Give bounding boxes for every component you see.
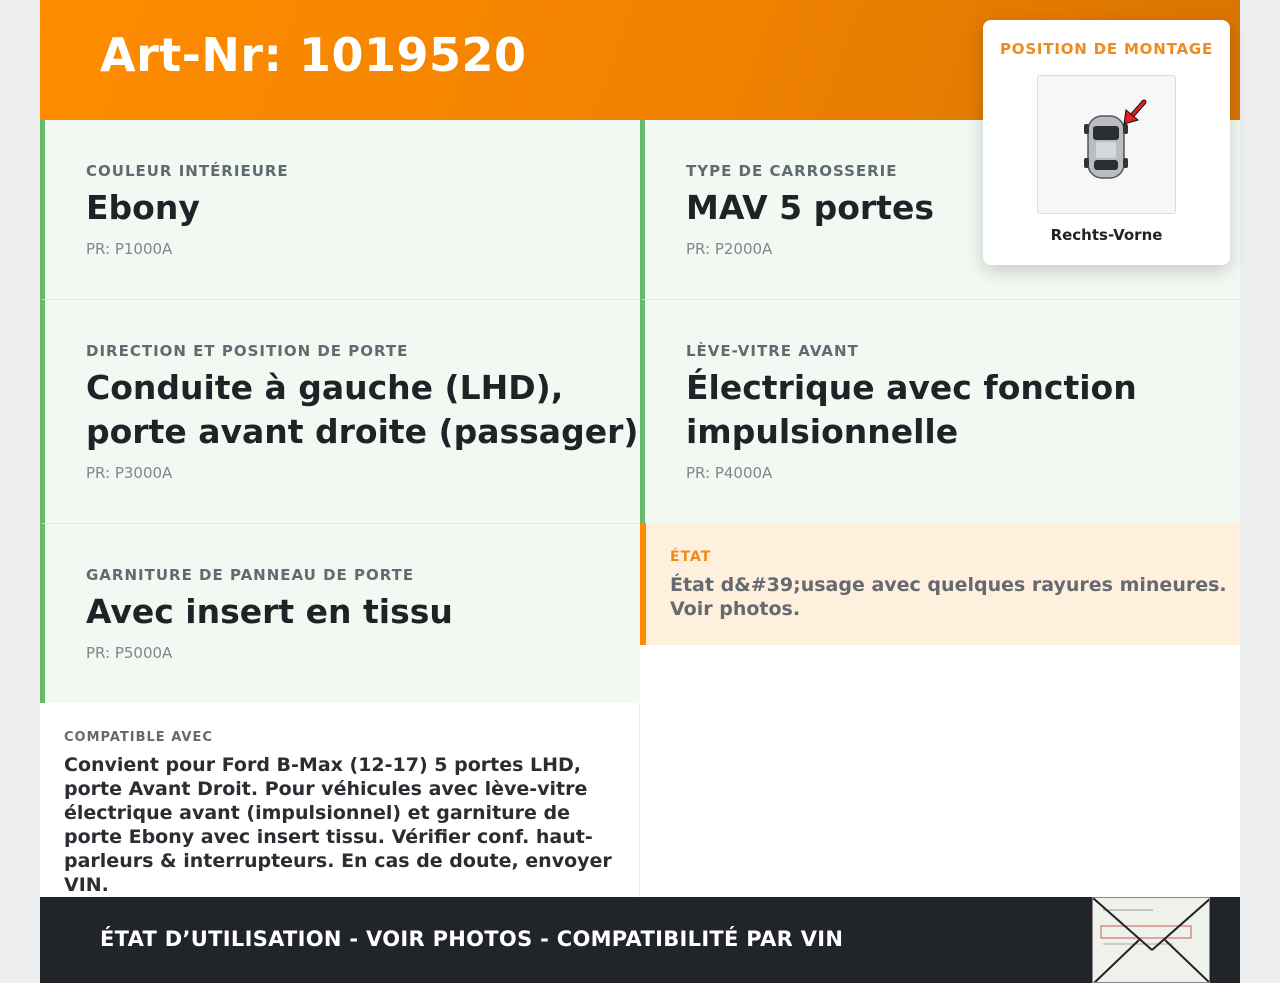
attr-door-trim — [40, 524, 640, 704]
attr-value: Ebony — [86, 188, 200, 227]
attr-label: LÈVE-VITRE AVANT — [686, 342, 859, 360]
car-top-view-icon — [1037, 75, 1176, 214]
attr-label: TYPE DE CARROSSERIE — [686, 162, 898, 180]
compatibility-text: Convient pour Ford B-Max (12-17) 5 portes LHD, porte Avant Droit. Pour véhicules avec lève-vitre électrique avant (impulsionnel) et garniture de porte Ebony avec insert tissu. Vérifier conf. haut-parleurs & interrupteurs. En cas de doute, envoyer VIN. — [64, 754, 612, 896]
attr-pr-code: PR: P2000A — [686, 240, 773, 258]
attr-value-line1: Conduite à gauche (LHD), — [86, 368, 564, 407]
attr-pr-code: PR: P3000A — [86, 464, 173, 482]
compatibility-label: COMPATIBLE AVEC — [64, 730, 213, 745]
mounting-position-card — [983, 20, 1230, 265]
registration-document-icon — [1092, 897, 1210, 983]
red-arrow-icon — [1124, 102, 1144, 124]
condition-text: État d&#39;usage avec quelques rayures mineures. Voir photos. — [670, 574, 1227, 620]
article-number-title: Art-Nr: 1019520 — [100, 28, 527, 82]
attr-label: DIRECTION ET POSITION DE PORTE — [86, 342, 409, 360]
condition-label: ÉTAT — [670, 549, 712, 565]
attr-pr-code: PR: P5000A — [86, 644, 173, 662]
attr-value: MAV 5 portes — [686, 188, 934, 227]
attr-label: COULEUR INTÉRIEURE — [86, 162, 289, 180]
attr-value-line1: Électrique avec fonction — [686, 368, 1137, 407]
condition-panel — [640, 523, 1240, 645]
attr-pr-code: PR: P1000A — [86, 240, 173, 258]
attr-pr-code: PR: P4000A — [686, 464, 773, 482]
attr-value-line2: porte avant droite (passager) — [86, 412, 639, 451]
attr-value-line2: impulsionnelle — [686, 412, 959, 451]
footer-bar — [40, 897, 1240, 983]
attr-window-regulator — [640, 300, 1240, 524]
attr-door-position — [40, 300, 640, 524]
mounting-caption: Rechts-Vorne — [1050, 226, 1163, 244]
compatibility-panel — [40, 703, 640, 897]
mounting-label: POSITION DE MONTAGE — [999, 40, 1214, 58]
attr-value: Avec insert en tissu — [86, 592, 453, 631]
footer-text: ÉTAT D’UTILISATION - VOIR PHOTOS - COMPATIBILITÉ PAR VIN — [100, 927, 844, 951]
attr-label: GARNITURE DE PANNEAU DE PORTE — [86, 566, 415, 584]
attr-interior-color — [40, 120, 640, 300]
